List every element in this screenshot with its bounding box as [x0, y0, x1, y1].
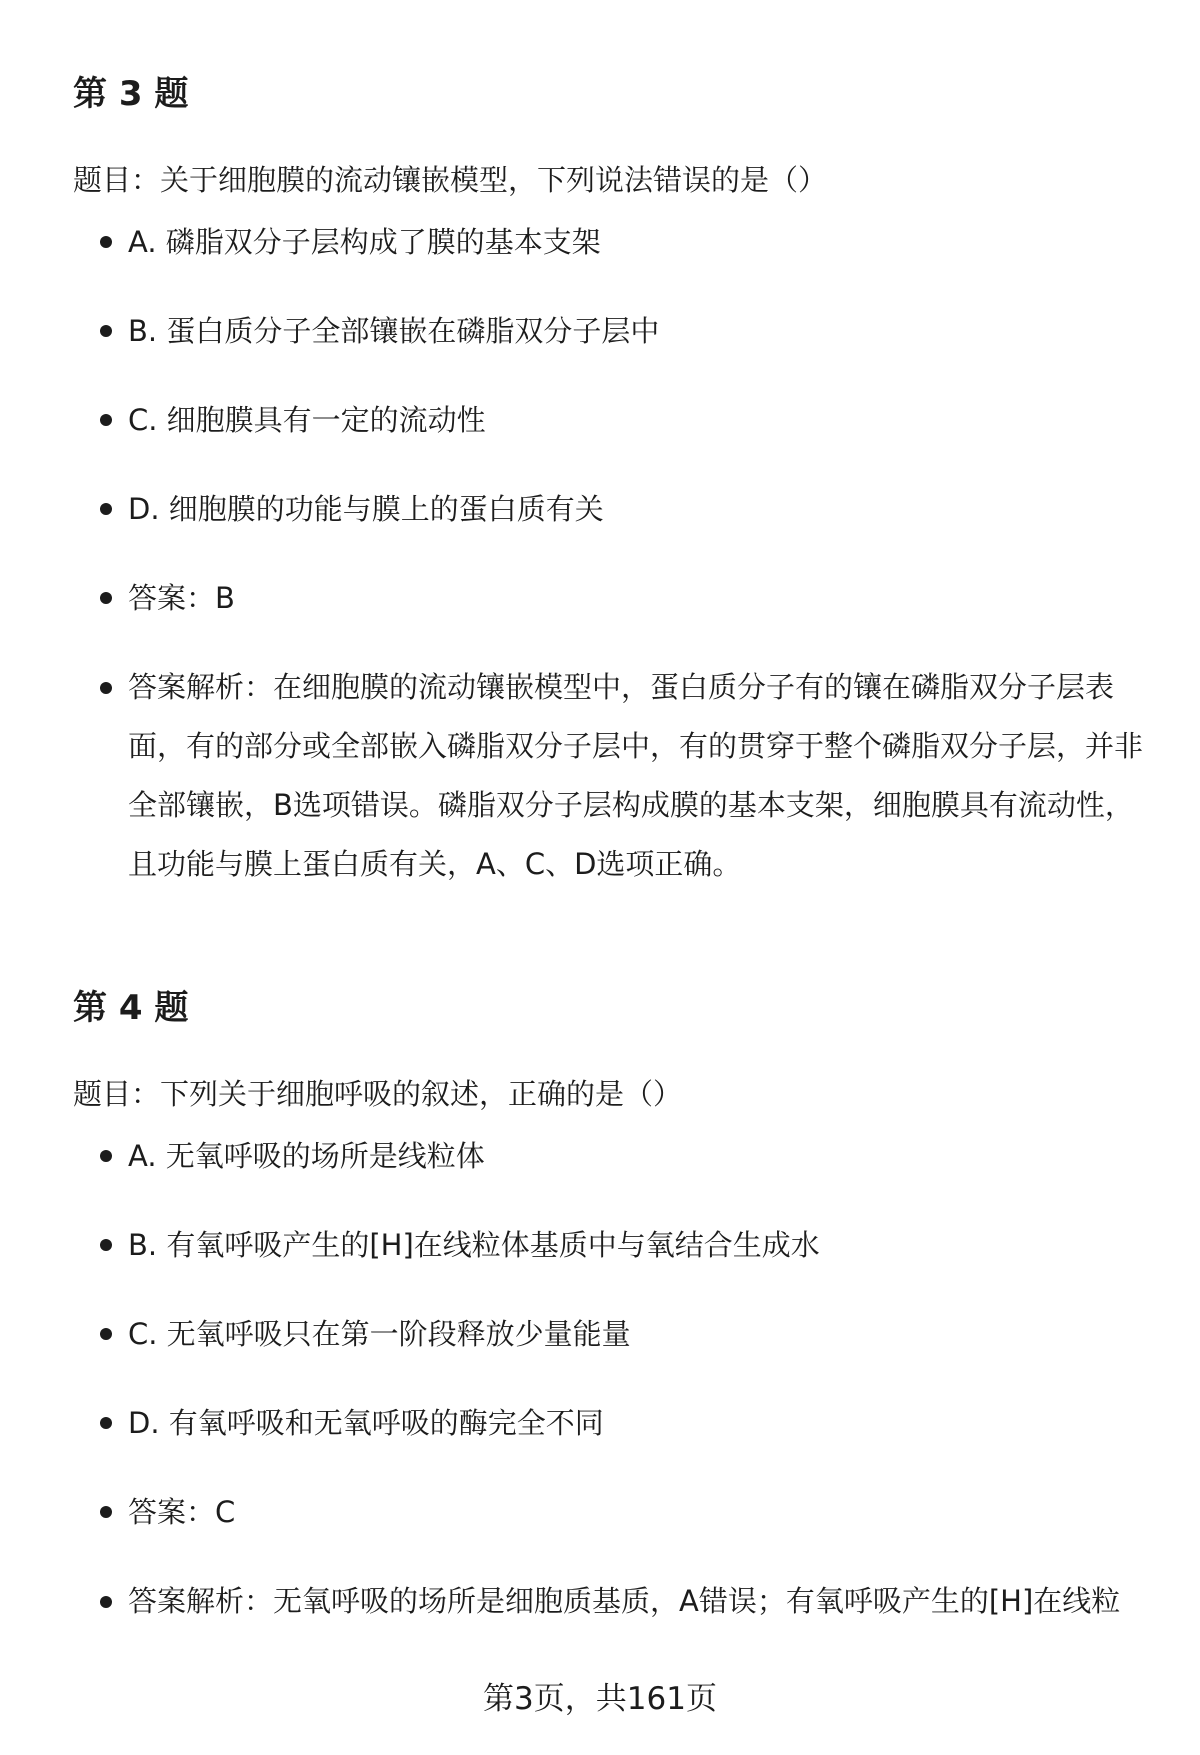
option-c	[73, 1312, 1148, 1356]
option-text: C. 细胞膜具有一定的流动性	[128, 403, 486, 437]
option-b	[73, 309, 1148, 353]
bullet-icon	[100, 236, 112, 248]
option-b	[73, 1223, 1148, 1267]
analysis-text: 答案解析：无氧呼吸的场所是细胞质基质，A错误；有氧呼吸产生的[H]在线粒	[128, 1584, 1121, 1618]
bullet-icon	[100, 325, 112, 337]
option-a	[73, 220, 1148, 264]
question-4	[73, 982, 1148, 1631]
option-text: C. 无氧呼吸只在第一阶段释放少量能量	[128, 1317, 631, 1351]
option-list	[73, 1134, 1148, 1631]
question-stem: 题目：下列关于细胞呼吸的叙述，正确的是（）	[73, 1077, 683, 1111]
option-text: D. 有氧呼吸和无氧呼吸的酶完全不同	[128, 1406, 604, 1440]
bullet-icon	[100, 1150, 112, 1162]
page-footer: 第3页，共161页	[483, 1681, 717, 1717]
option-d	[73, 487, 1148, 531]
bullet-icon	[100, 1239, 112, 1251]
answer-text: 答案：B	[128, 581, 235, 615]
option-text: B. 有氧呼吸产生的[H]在线粒体基质中与氧结合生成水	[128, 1228, 820, 1262]
bullet-icon	[100, 1417, 112, 1429]
bullet-icon	[100, 1596, 112, 1608]
option-text: B. 蛋白质分子全部镶嵌在磷脂双分子层中	[128, 314, 660, 348]
answer-item	[73, 576, 1148, 620]
bullet-icon	[100, 1506, 112, 1518]
analysis-text: 答案解析：在细胞膜的流动镶嵌模型中，蛋白质分子有的镶在磷脂双分子层表面，有的部分或全部嵌入磷脂双分子层中，有的贯穿于整个磷脂双分子层，并非全部镶嵌，B选项错误。磷脂双分子层构成膜的基本支架，细胞膜具有流动性，且功能与膜上蛋白质有关，A、C、D选项正确。	[128, 670, 1144, 881]
answer-text: 答案：C	[128, 1495, 236, 1529]
answer-item	[73, 1490, 1148, 1534]
question-3	[73, 68, 1148, 894]
option-text: A. 无氧呼吸的场所是线粒体	[128, 1139, 485, 1173]
option-text: D. 细胞膜的功能与膜上的蛋白质有关	[128, 492, 604, 526]
bullet-icon	[100, 1328, 112, 1340]
bullet-icon	[100, 503, 112, 515]
question-title: 第 3 题	[73, 74, 189, 114]
question-stem: 题目：关于细胞膜的流动镶嵌模型，下列说法错误的是（）	[73, 163, 828, 197]
option-a	[73, 1134, 1148, 1178]
analysis-item	[73, 1572, 1148, 1631]
bullet-icon	[100, 682, 112, 694]
option-list	[73, 220, 1148, 894]
bullet-icon	[100, 414, 112, 426]
option-c	[73, 398, 1148, 442]
bullet-icon	[100, 592, 112, 604]
option-d	[73, 1401, 1148, 1445]
question-title: 第 4 题	[73, 988, 189, 1028]
analysis-item	[73, 658, 1148, 894]
option-text: A. 磷脂双分子层构成了膜的基本支架	[128, 225, 601, 259]
